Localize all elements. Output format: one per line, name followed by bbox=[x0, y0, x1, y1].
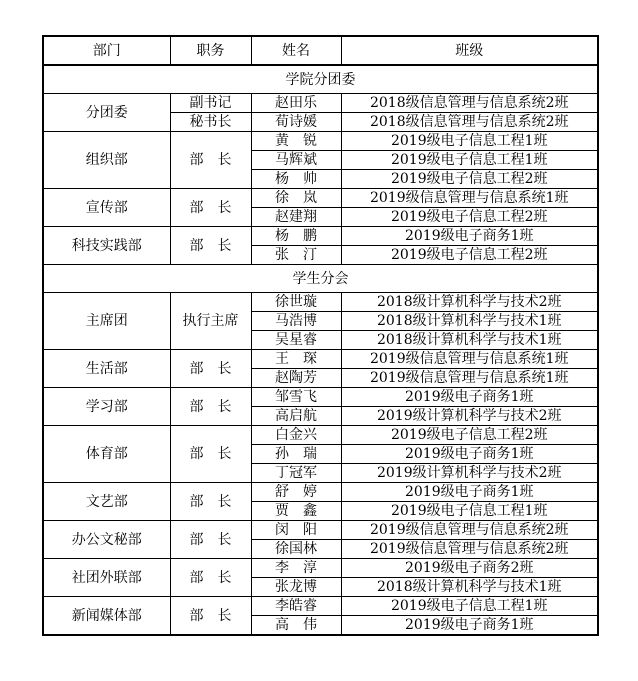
class-cell: 2019级电子商务1班 bbox=[341, 445, 598, 464]
table-row bbox=[43, 227, 598, 246]
role-cell: 副书记 bbox=[170, 94, 251, 113]
class-cell: 2019级计算机科学与技术2班 bbox=[341, 407, 598, 426]
role-cell: 部 长 bbox=[170, 483, 251, 521]
name-cell: 李 淳 bbox=[251, 559, 341, 578]
class-cell: 2019级电子信息工程2班 bbox=[341, 208, 598, 227]
dept-cell: 分团委 bbox=[43, 94, 170, 132]
table-row bbox=[43, 293, 598, 312]
class-cell: 2019级电子商务1班 bbox=[341, 388, 598, 407]
class-cell: 2018级计算机科学与技术1班 bbox=[341, 312, 598, 331]
name-cell: 杨 鹏 bbox=[251, 227, 341, 246]
class-cell: 2018级信息管理与信息系统2班 bbox=[341, 94, 598, 113]
table-header bbox=[43, 36, 598, 65]
class-cell: 2019级电子信息工程1班 bbox=[341, 597, 598, 616]
role-cell: 部 长 bbox=[170, 189, 251, 227]
dept-cell: 新闻媒体部 bbox=[43, 597, 170, 636]
table-row bbox=[43, 559, 598, 578]
class-cell: 2019级电子信息工程1班 bbox=[341, 502, 598, 521]
role-cell: 执行主席 bbox=[170, 293, 251, 350]
class-cell: 2019级计算机科学与技术2班 bbox=[341, 464, 598, 483]
table-row bbox=[43, 597, 598, 616]
table-body bbox=[43, 65, 598, 635]
class-cell: 2019级电子商务1班 bbox=[341, 483, 598, 502]
role-cell: 部 长 bbox=[170, 350, 251, 388]
table-row bbox=[43, 350, 598, 369]
table-row bbox=[43, 132, 598, 151]
role-cell: 部 长 bbox=[170, 597, 251, 636]
dept-cell: 科技实践部 bbox=[43, 227, 170, 265]
class-cell: 2019级电子商务1班 bbox=[341, 227, 598, 246]
role-cell: 部 长 bbox=[170, 227, 251, 265]
header-role: 职务 bbox=[170, 36, 251, 65]
dept-cell: 办公文秘部 bbox=[43, 521, 170, 559]
name-cell: 白金兴 bbox=[251, 426, 341, 445]
table-row bbox=[43, 388, 598, 407]
class-cell: 2019级信息管理与信息系统1班 bbox=[341, 189, 598, 208]
table-row bbox=[43, 189, 598, 208]
name-cell: 高 伟 bbox=[251, 616, 341, 636]
dept-cell: 生活部 bbox=[43, 350, 170, 388]
table-row bbox=[43, 426, 598, 445]
table-row bbox=[43, 521, 598, 540]
name-cell: 荀诗媛 bbox=[251, 113, 341, 132]
dept-cell: 组织部 bbox=[43, 132, 170, 189]
name-cell: 李皓睿 bbox=[251, 597, 341, 616]
role-cell: 部 长 bbox=[170, 132, 251, 189]
class-cell: 2018级信息管理与信息系统2班 bbox=[341, 113, 598, 132]
header-name: 姓名 bbox=[251, 36, 341, 65]
name-cell: 邹雪飞 bbox=[251, 388, 341, 407]
name-cell: 赵陶芳 bbox=[251, 369, 341, 388]
header-row bbox=[43, 36, 598, 65]
dept-cell: 宣传部 bbox=[43, 189, 170, 227]
role-cell: 部 长 bbox=[170, 521, 251, 559]
class-cell: 2018级计算机科学与技术2班 bbox=[341, 293, 598, 312]
class-cell: 2019级电子信息工程2班 bbox=[341, 246, 598, 265]
class-cell: 2018级计算机科学与技术1班 bbox=[341, 578, 598, 597]
name-cell: 丁冠军 bbox=[251, 464, 341, 483]
section-row bbox=[43, 65, 598, 94]
name-cell: 徐 岚 bbox=[251, 189, 341, 208]
name-cell: 马浩博 bbox=[251, 312, 341, 331]
name-cell: 张龙博 bbox=[251, 578, 341, 597]
name-cell: 黄 锐 bbox=[251, 132, 341, 151]
role-cell: 秘书长 bbox=[170, 113, 251, 132]
name-cell: 徐世璇 bbox=[251, 293, 341, 312]
table-row bbox=[43, 483, 598, 502]
class-cell: 2019级电子商务2班 bbox=[341, 559, 598, 578]
dept-cell: 学习部 bbox=[43, 388, 170, 426]
role-cell: 部 长 bbox=[170, 388, 251, 426]
name-cell: 闵 阳 bbox=[251, 521, 341, 540]
roster-table bbox=[42, 35, 599, 636]
class-cell: 2019级信息管理与信息系统2班 bbox=[341, 521, 598, 540]
table-row bbox=[43, 94, 598, 113]
role-cell: 部 长 bbox=[170, 559, 251, 597]
name-cell: 张 汀 bbox=[251, 246, 341, 265]
name-cell: 舒 婷 bbox=[251, 483, 341, 502]
name-cell: 高启航 bbox=[251, 407, 341, 426]
class-cell: 2019级电子信息工程2班 bbox=[341, 426, 598, 445]
dept-cell: 体育部 bbox=[43, 426, 170, 483]
name-cell: 徐国林 bbox=[251, 540, 341, 559]
section-title: 学院分团委 bbox=[43, 65, 598, 94]
name-cell: 吴星睿 bbox=[251, 331, 341, 350]
class-cell: 2019级电子信息工程1班 bbox=[341, 151, 598, 170]
header-dept: 部门 bbox=[43, 36, 170, 65]
section-row bbox=[43, 265, 598, 293]
role-cell: 部 长 bbox=[170, 426, 251, 483]
name-cell: 贾 鑫 bbox=[251, 502, 341, 521]
name-cell: 杨 帅 bbox=[251, 170, 341, 189]
name-cell: 马辉斌 bbox=[251, 151, 341, 170]
dept-cell: 社团外联部 bbox=[43, 559, 170, 597]
header-class: 班级 bbox=[341, 36, 598, 65]
class-cell: 2019级信息管理与信息系统1班 bbox=[341, 369, 598, 388]
section-title: 学生分会 bbox=[43, 265, 598, 293]
class-cell: 2019级电子商务1班 bbox=[341, 616, 598, 636]
class-cell: 2019级电子信息工程2班 bbox=[341, 170, 598, 189]
class-cell: 2018级计算机科学与技术1班 bbox=[341, 331, 598, 350]
dept-cell: 主席团 bbox=[43, 293, 170, 350]
name-cell: 赵建翔 bbox=[251, 208, 341, 227]
class-cell: 2019级信息管理与信息系统2班 bbox=[341, 540, 598, 559]
name-cell: 王 琛 bbox=[251, 350, 341, 369]
name-cell: 孙 瑞 bbox=[251, 445, 341, 464]
dept-cell: 文艺部 bbox=[43, 483, 170, 521]
class-cell: 2019级信息管理与信息系统1班 bbox=[341, 350, 598, 369]
class-cell: 2019级电子信息工程1班 bbox=[341, 132, 598, 151]
name-cell: 赵田乐 bbox=[251, 94, 341, 113]
